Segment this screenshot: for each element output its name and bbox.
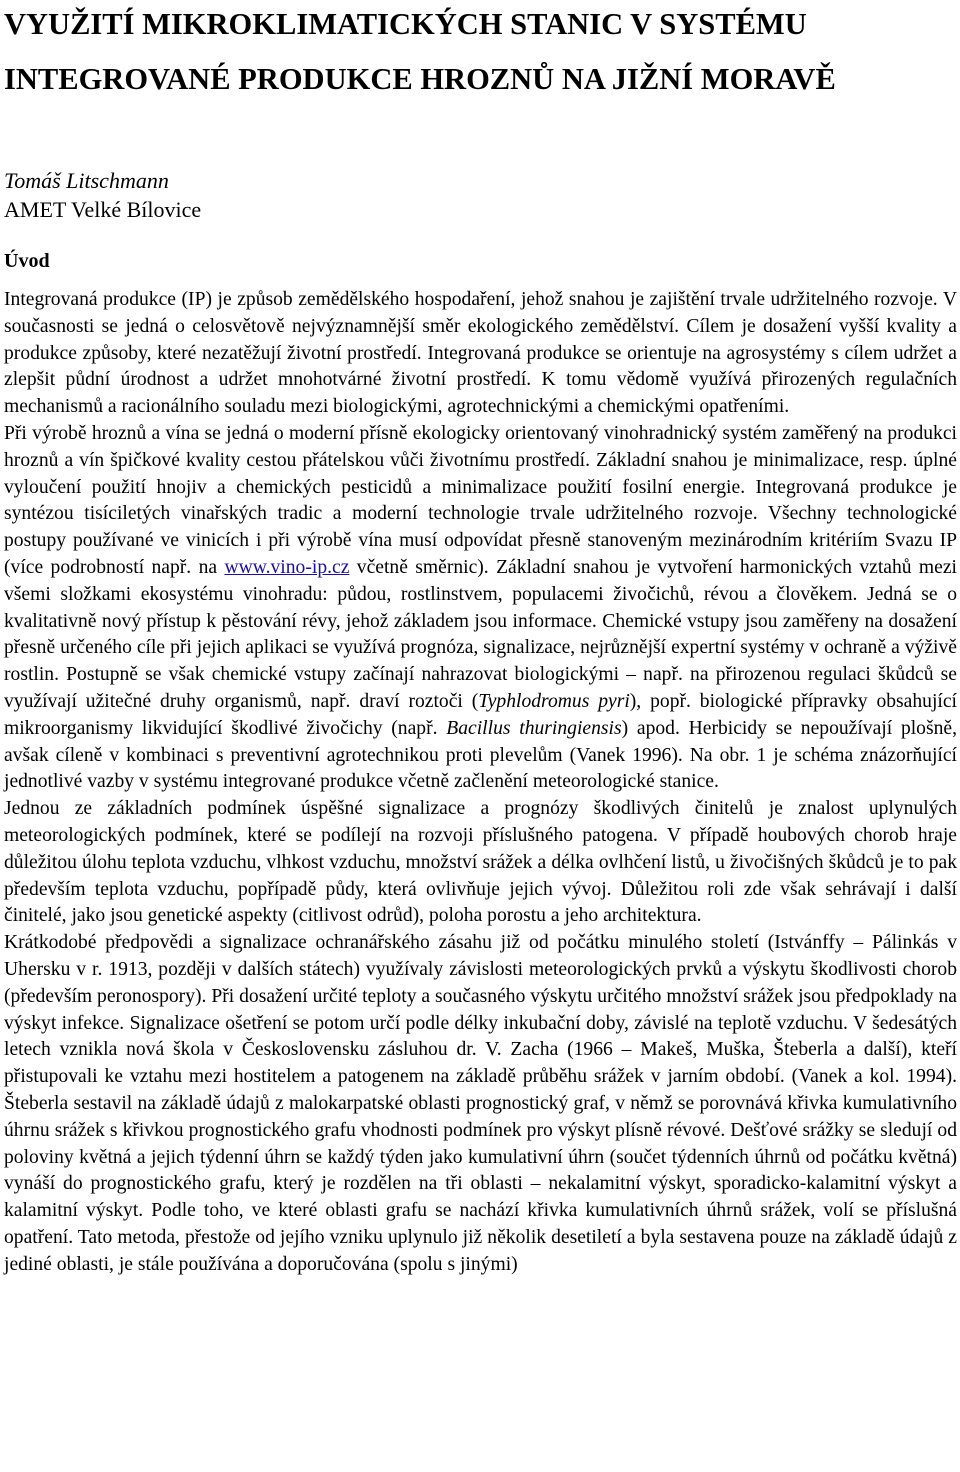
paragraph-4: Krátkodobé předpovědi a signalizace ochranářského zásahu již od počátku minulého století (Istvánffy – Pálinkás v Uhersku v r. 1913, později v dalších státech) využívaly závislosti meteorologických prvků a výskytu škodlivosti chorob (především peronospory). Při dosažení určité teploty a současného výskytu určitého množství srážek jsou předpoklady na výskyt infekce. Signalizace ošetření se potom určí podle délky inkubační doby, závislé na teplotě vzduchu. V šedesátých letech vznikla nová škola v Československu zásluhou dr. V. Zacha (1966 – Makeš, Muška, Šteberla a další), kteří přistupovali ke vztahu mezi hostitelem a patogenem na základě průběhu srážek v jarním období. (Vanek a kol. 1994). Šteberla sestavil na základě údajů z malokarpatské oblasti prognostický graf, v němž se porovnává křivka kumulativního úhrnu srážek s křivkou prognostického grafu vhodnosti podmínek pro výskyt plísně révové. Dešťové srážky se sledují od poloviny květná a jejich týdenní úhrn se každý týden jako kumulativní úhrn (součet týdenních úhrnů od počátku květná) vynáší do prognostického grafu, který je rozdělen na tři oblasti – nekalamitní výskyt, sporadicko-kalamitní výskyt a kalamitní výskyt. Podle toho, ve které oblasti grafu se nachází křivka kumulativních úhrnů srážek, volí se příslušná opatření. Tato metoda, přestože od jejího vzniku uplynulo již několik desetiletí a byla sestavena pouze na základě údajů z jediné oblasti, je stále používána a doporučována (spolu s jinými) [4, 932, 957, 1275]
body-text [4, 287, 957, 1278]
species-name-typhlodromus: Typhlodromus pyri [478, 690, 630, 712]
paragraph-2-text-c: ), popř. biologické přípravky obsahující mikroorganismy likvidující škodlivé živočichy (např. [4, 690, 957, 739]
paragraph-1: Integrovaná produkce (IP) je způsob zemědělského hospodaření, jehož snahou je zajištění trvale udržitelného rozvoje. V současnosti se jedná o celosvětově nejvýznamnější směr ekologického zemědělství. Cílem je dosažení vyšší kvality a produkce způsoby, které nezatěžují životní prostředí. Integrovaná produkce se orientuje na agrosystémy s cílem udržet a zlepšit půdní úrodnost a udržet mnohotvárné životní prostředí. K tomu vědomě využívá přirozených regulačních mechanismů a racionálního souladu mezi biologickými, agrotechnickými a chemickými opatřeními. [4, 289, 957, 418]
paragraph-2 [4, 421, 957, 796]
author-block [4, 166, 201, 224]
paragraph-2-text-d: ) apod. Herbicidy se nepoužívají plošně, avšak cíleně v kombinaci s preventivní agrotechnikou proti plevelům (Vanek 1996). Na obr. 1 je schéma znázorňující jednotlivé vazby v systému integrované produkce včetně začlenění meteorologické stanice. [4, 717, 957, 793]
species-name-bacillus: Bacillus thuringiensis [446, 717, 622, 739]
title-line-2: INTEGROVANÉ PRODUKCE HROZNŮ NA JIŽNÍ MORAVĚ [4, 62, 836, 96]
author-affiliation: AMET Velké Bílovice [4, 197, 202, 222]
section-heading: Úvod [4, 250, 50, 272]
vino-ip-link[interactable]: www.vino-ip.cz [224, 556, 350, 578]
paragraph-2-text-a: Při výrobě hroznů a vína se jedná o moderní přísně ekologicky orientovaný vinohradnický systém zaměřený na produkci hroznů a vín špičkové kvality cestou přátelskou vůči životnímu prostředí. Základní snahou je minimalizace, resp. úplné vyloučení použití hnojiv a chemických pesticidů a minimalizace použití fosilní energie. Integrovaná produkce je syntézou tisíciletých vinařských tradic a moderní technologie trvale udržitelného rozvoje. Všechny technologické postupy používané ve vinicích i při výrobě vína musí odpovídat přesně stanoveným mezinárodním kritériím Svazu IP (více podrobností např. na [4, 422, 957, 578]
author-name: Tomáš Litschmann [4, 168, 169, 193]
title-line-1: VYUŽITÍ MIKROKLIMATICKÝCH STANIC V SYSTÉMU [4, 7, 807, 41]
paragraph-3: Jednou ze základních podmínek úspěšné signalizace a prognózy škodlivých činitelů je znalost uplynulých meteorologických podmínek, které se podílejí na rozvoji příslušného patogena. V případě houbových chorob hraje důležitou úlohu teplota vzduchu, vlhkost vzduchu, množství srážek a délka ovlhčení listů, u živočišných škůdců je to pak především teplota vzduchu, popřípadě půdy, která ovlivňuje jejich vývoj. Důležitou roli zde však sehrávají i další činitelé, jako jsou genetické aspekty (citlivost odrůd), poloha porostu a jeho architektura. [4, 798, 957, 927]
paragraph-2-text-b: včetně směrnic). Základní snahou je vytvoření harmonických vztahů mezi všemi složkami ekosystému vinohradu: půdou, rostlinstvem, populacemi živočichů, révou a člověkem. Jedná se o kvalitativně nový přístup k pěstování révy, jehož základem jsou informace. Chemické vstupy jsou zaměřeny na dosažení přesně určeného cíle při jejich aplikaci se využívá prognóza, signalizace, nejrůznější expertní systémy v ochraně a výživě rostlin. Postupně se však chemické vstupy začínají nahrazovat biologickými – např. na přirozenou regulaci škůdců se využívají užitečné druhy organismů, např. draví roztoči ( [4, 556, 958, 712]
